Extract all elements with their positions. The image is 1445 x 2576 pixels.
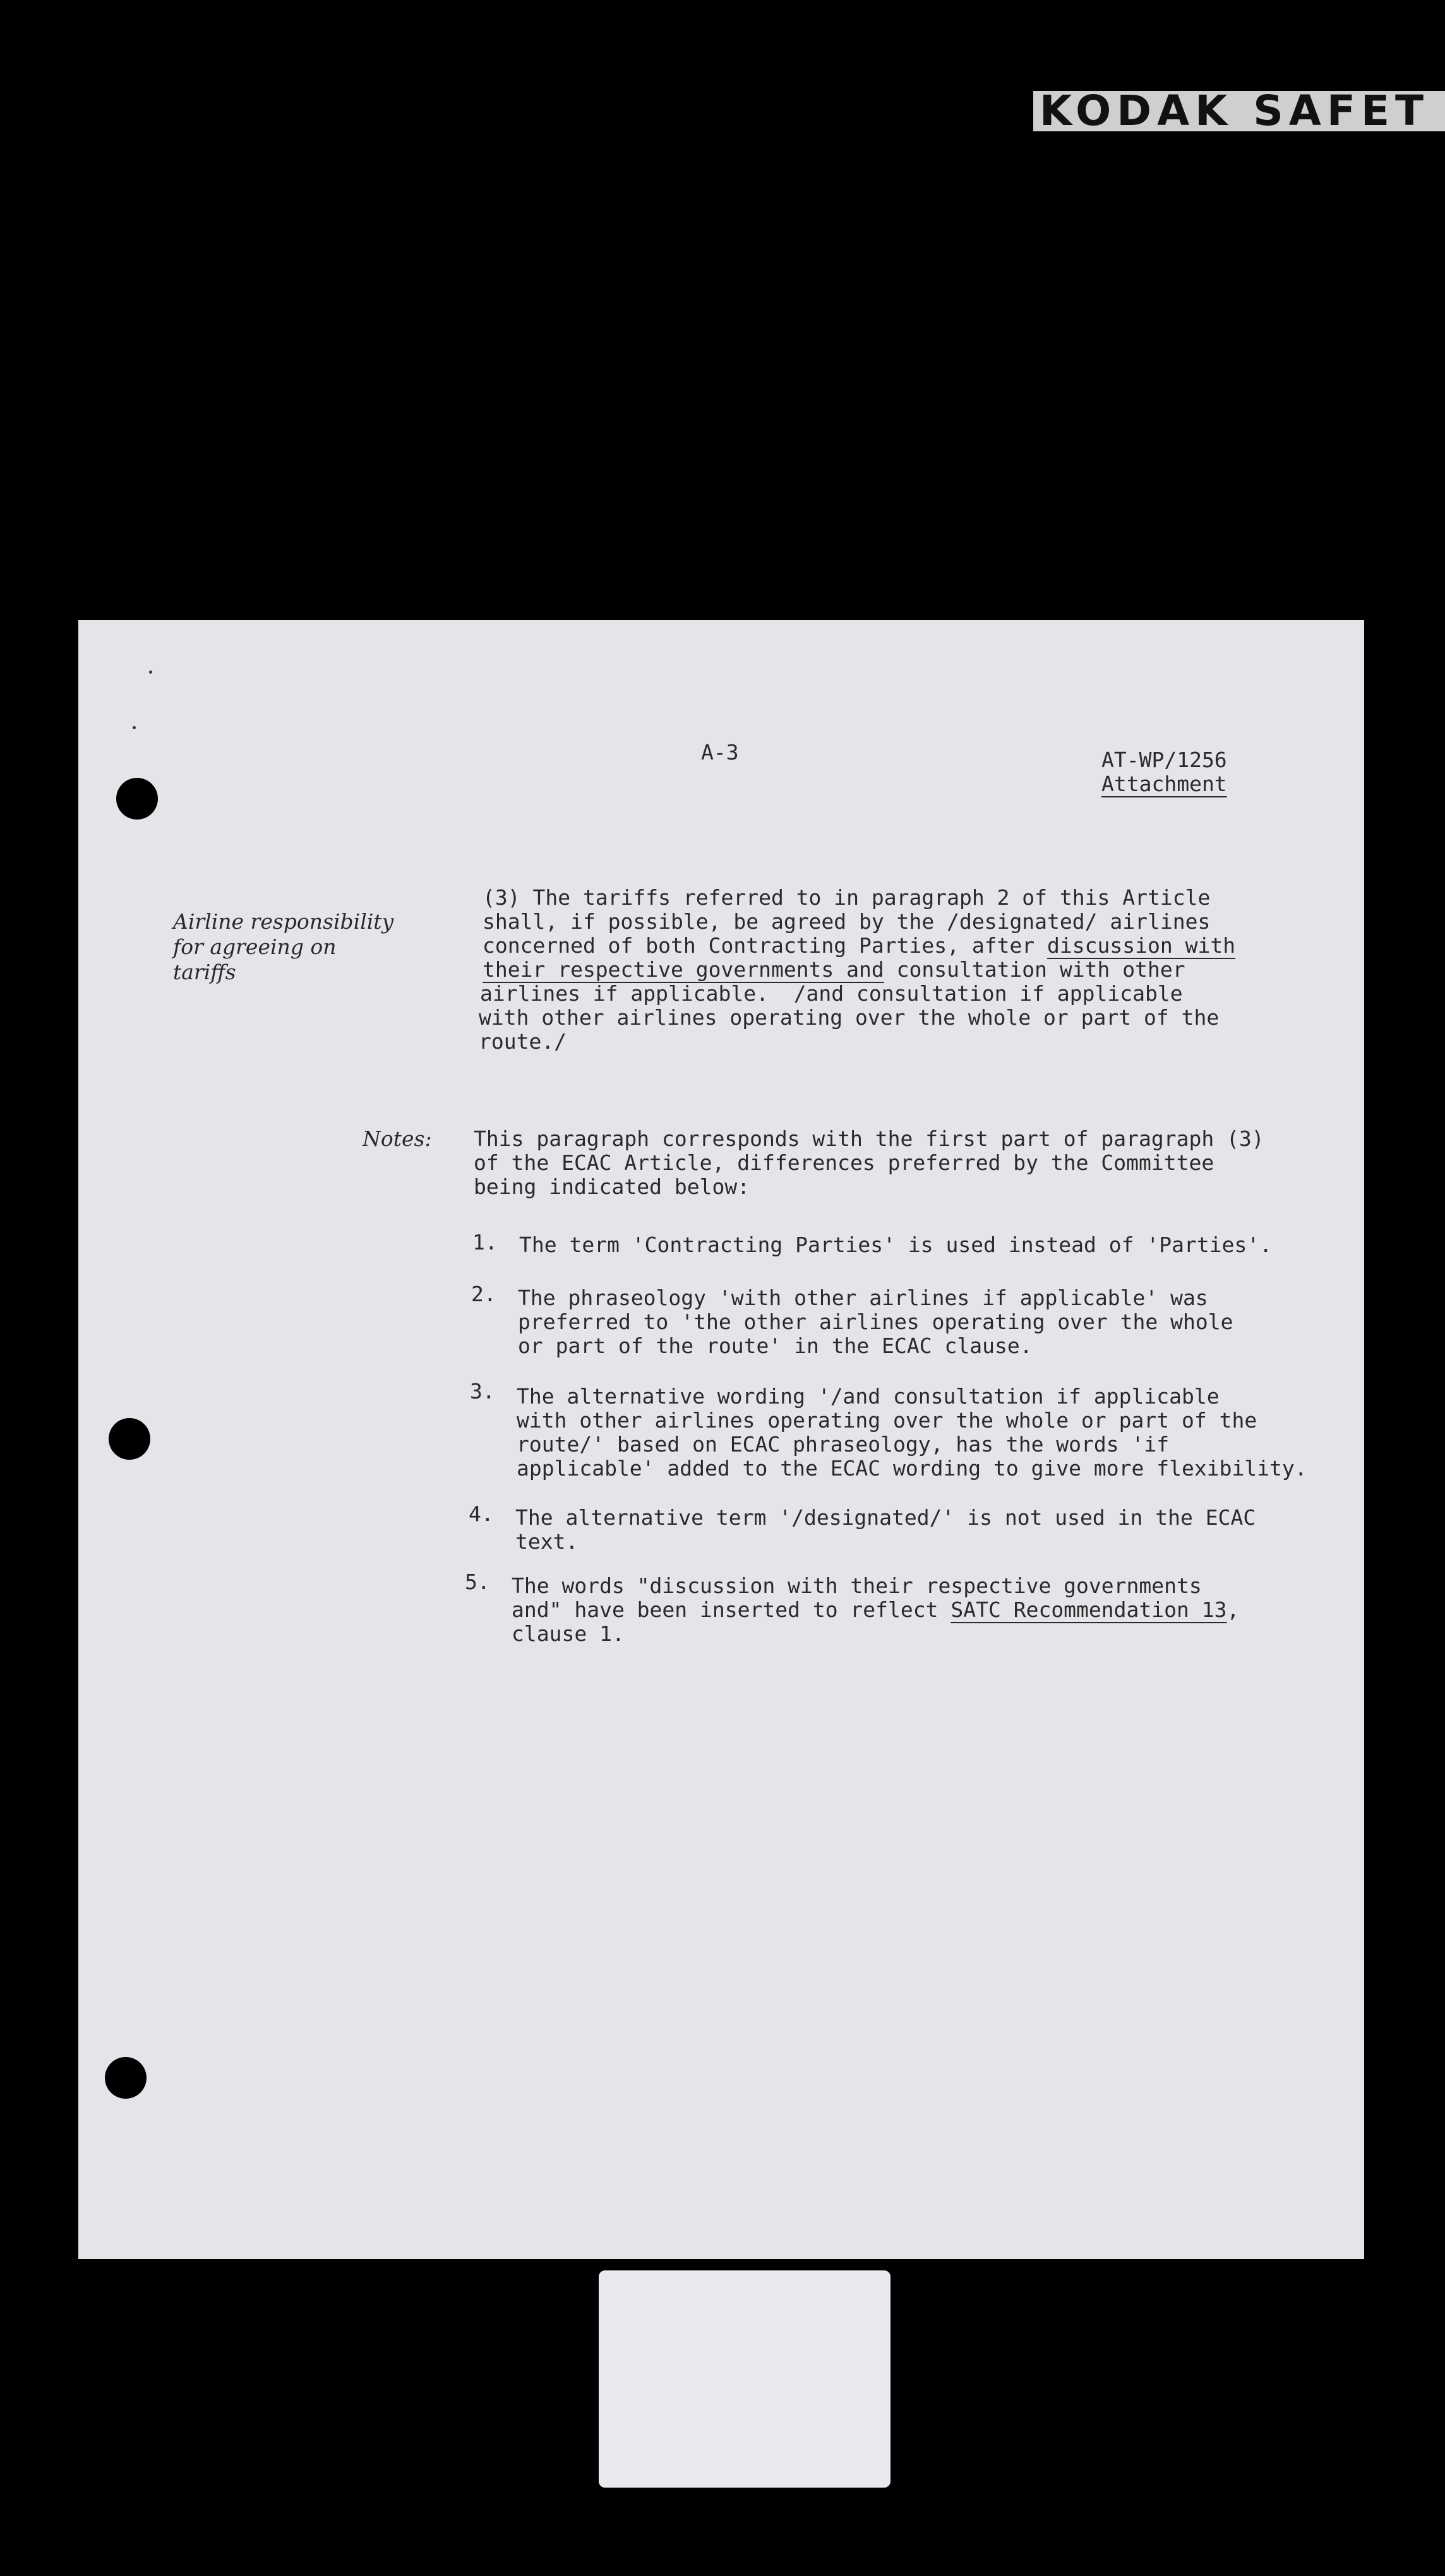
underlined-phrase: discussion with (1047, 933, 1236, 958)
document-page: A-3 AT-WP/1256 Attachment Airline responsibility for agreeing on tariffs (3) The tariffs referred to in paragraph 2 of this Article shall, if possible, be agreed by the /designated/ airlines concerned of both Contracting Parties, after discussion with their respective governments and consultation with other airlines if applicable. /and consultation if applicable with other airlines operating over the whole or part of the route./ Notes: This paragraph corresponds with the first part of paragraph (3) of the ECAC Article, differences preferred by the Committee being indicated below: 1. The term 'Contracting Parties' is used instead of 'Parties'. 2. The phraseology 'with other airlines if applicable' was preferred to 'the other airlines operating over the whole or part of the route' in the ECAC clause. 3. The alternative wording '/and consultation if applicable with other airlines operating over the whole or part of the route/' based on ECAC phraseology, has the words 'if applicable' added to the ECAC wording to give more flexibility. 4. The alternative term '/designated/' is not used in the ECAC text. 5. The words "discussion with their respective governments and" have been inserted to reflect SATC Recommendation 13, clause 1. (78, 620, 1364, 2259)
punch-hole (109, 1418, 150, 1460)
speck (133, 726, 136, 729)
satc-recommendation-reference: SATC Recommendation 13 (950, 1597, 1227, 1622)
bottom-card (599, 2270, 890, 2488)
notes-label: Notes: (363, 1126, 432, 1151)
film-edge-marking: KODAK SAFET (1033, 91, 1445, 131)
punch-hole (105, 2057, 147, 2099)
underlined-phrase: their respective governments and (483, 957, 884, 982)
document-reference: AT-WP/1256 (1101, 748, 1227, 772)
punch-hole (116, 778, 158, 820)
speck (149, 671, 152, 674)
margin-note: Airline responsibility for agreeing on tariffs (173, 909, 394, 984)
attachment-label: Attachment (1101, 772, 1227, 796)
page-label: A-3 (701, 740, 739, 765)
